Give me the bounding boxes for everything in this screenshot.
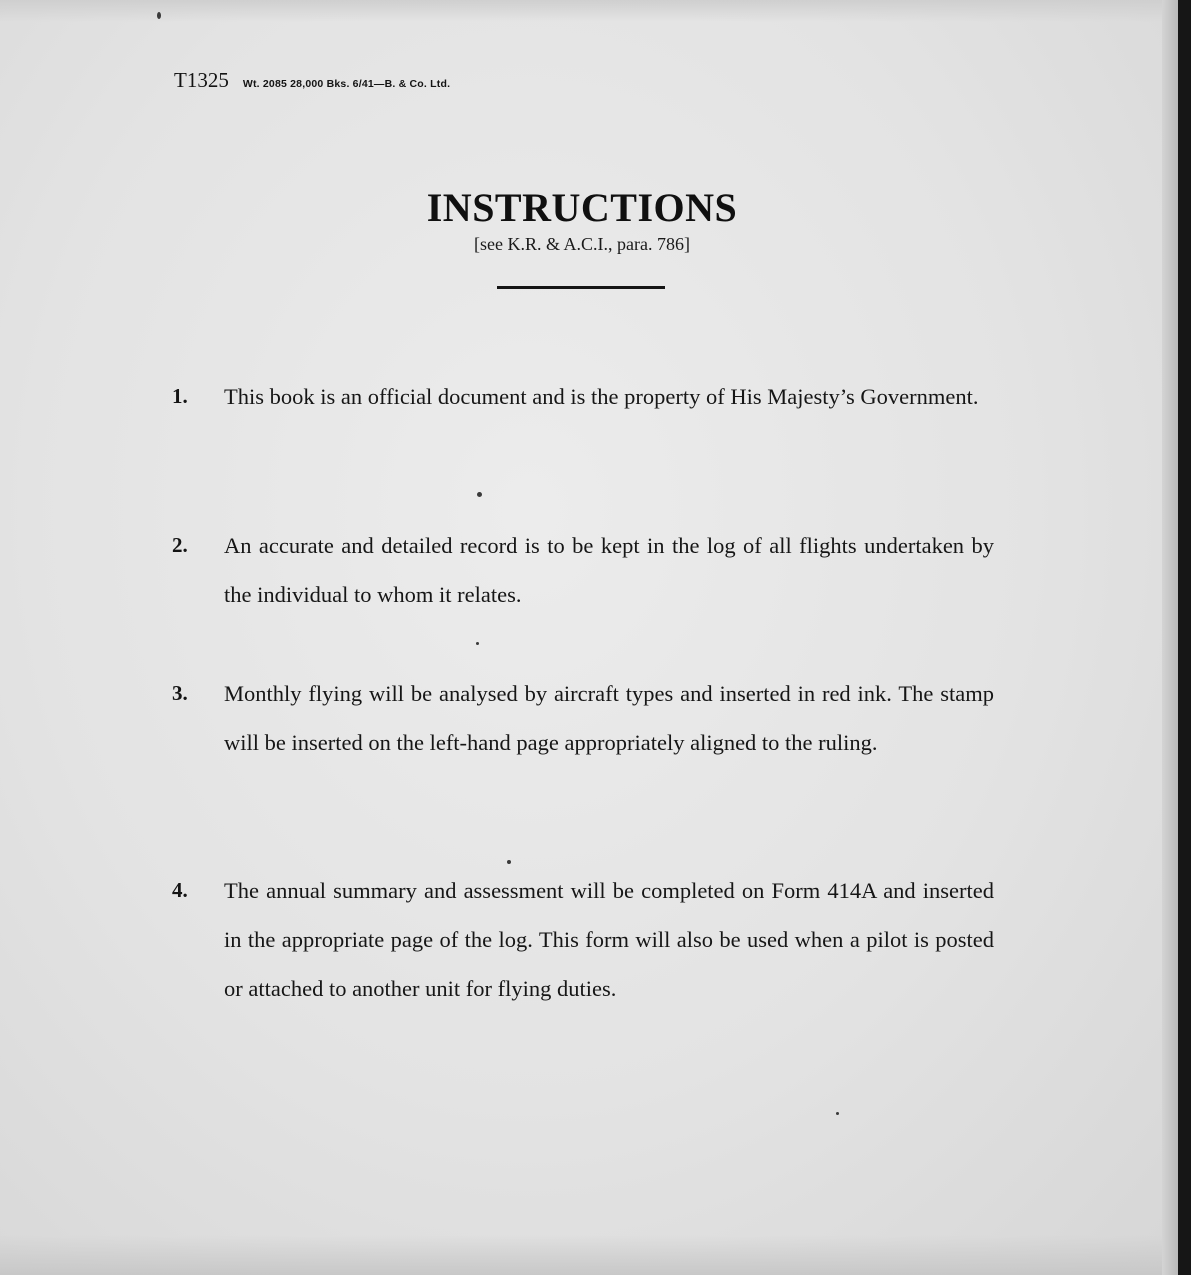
page-bottom-shading [0, 1235, 1178, 1275]
instruction-text: This book is an official document and is the property of His Majesty’s Government. [224, 384, 979, 409]
form-code: T1325 [174, 68, 229, 92]
page-reference: [see K.R. & A.C.I., para. 786] [474, 234, 690, 254]
page-title: INSTRUCTIONS [426, 185, 738, 230]
paper-speck [157, 12, 161, 19]
page-right-edge [1162, 0, 1178, 1275]
paper-speck [507, 860, 511, 864]
scan-border [1178, 0, 1191, 1275]
instruction-number: 3. [172, 681, 188, 705]
printer-imprint: Wt. 2085 28,000 Bks. 6/41—B. & Co. Ltd. [242, 78, 451, 90]
instruction-text: Monthly flying will be analysed by aircraft types and inserted in red ink. The stamp will be inserted on the left-hand page appropriately aligned to the ruling. [224, 681, 994, 755]
printer-line [174, 68, 450, 93]
paper-speck [477, 492, 482, 497]
instruction-text: The annual summary and assessment will be completed on Form 414A and inserted in the appropriate page of the log. This form will also be used when a pilot is posted or attached to another unit for flying duties. [224, 878, 994, 1001]
instruction-number: 2. [172, 533, 188, 557]
title-rule [497, 286, 665, 289]
instruction-text: An accurate and detailed record is to be kept in the log of all flights undertaken by the individual to whom it relates. [224, 533, 994, 607]
instruction-number: 1. [172, 384, 188, 408]
paper-speck [836, 1112, 839, 1115]
instruction-number: 4. [172, 878, 188, 902]
page-top-shading [0, 0, 1178, 22]
paper-speck [476, 642, 479, 645]
